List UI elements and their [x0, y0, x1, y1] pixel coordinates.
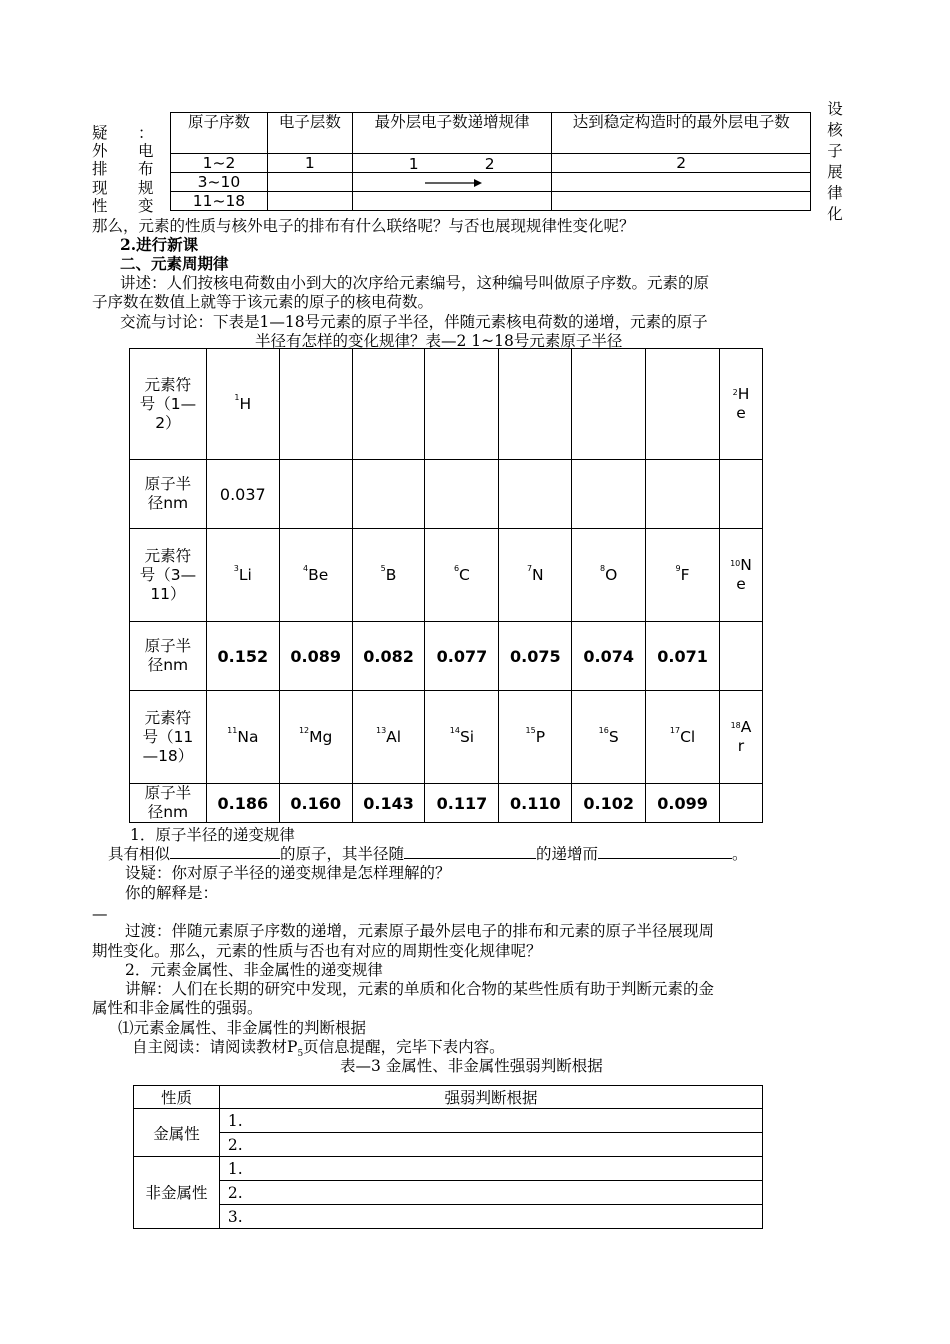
- right-column-text: [826, 99, 844, 225]
- stable-cell: [552, 173, 811, 192]
- atomic-number: 15: [525, 726, 536, 735]
- subsection-title: ⑴元素金属性、非金属性的判断根据: [118, 1019, 367, 1037]
- table-row: [130, 622, 763, 691]
- atomic-number: 16: [598, 726, 609, 735]
- element-symbol: He: [736, 385, 750, 422]
- atomic-number: 10: [730, 559, 741, 568]
- left-char: 性: [92, 197, 108, 215]
- radius-value-cell: [646, 460, 720, 529]
- radius-value-cell: 0.071: [646, 622, 720, 691]
- left-char: 电: [138, 142, 154, 160]
- table-row: [171, 154, 811, 173]
- element-symbol: Li: [238, 566, 252, 584]
- right-char: 化: [827, 205, 843, 223]
- element-symbol: B: [385, 566, 397, 584]
- text-segment: 。: [732, 845, 748, 863]
- header-electron-layers: 电子层数: [267, 113, 352, 154]
- radius-value-cell: 0.143: [352, 784, 425, 823]
- atomic-number: 17: [669, 726, 681, 735]
- atomic-number: 11: [227, 726, 238, 735]
- atomic-radius-table: [129, 348, 763, 823]
- radius-value-cell: 0.082: [352, 622, 425, 691]
- table-row: [171, 192, 811, 211]
- atomic-number: 8: [600, 564, 606, 573]
- metal-label: 金属性: [134, 1109, 220, 1157]
- left-char: 疑: [92, 124, 108, 142]
- element-symbol-cell: [206, 529, 279, 622]
- table-caption: 半径有怎样的变化规律？表—2 1~18号元素原子半径: [255, 332, 623, 350]
- element-symbol-cell: [425, 529, 499, 622]
- range-cell: 11~18: [171, 192, 268, 211]
- element-symbol-cell: [352, 529, 425, 622]
- metal-judgement-table: [133, 1085, 763, 1229]
- layers-cell: 1: [267, 154, 352, 173]
- radius-value-cell: [719, 622, 762, 691]
- element-symbol: H: [239, 395, 252, 413]
- layers-cell: [267, 173, 352, 192]
- element-symbol-cell: [719, 349, 762, 460]
- criteria-cell[interactable]: 1.: [219, 1109, 762, 1133]
- criteria-cell[interactable]: 2.: [219, 1133, 762, 1157]
- section-title: 2．元素金属性、非金属性的递变规律: [125, 961, 383, 979]
- row-label: 原子半径nm: [130, 784, 207, 823]
- radius-value-cell: 0.152: [206, 622, 279, 691]
- atomic-number: 18: [730, 721, 741, 730]
- element-symbol: Ne: [736, 556, 752, 593]
- criteria-cell[interactable]: 2.: [219, 1181, 762, 1205]
- text-segment: 的原子，其半径随: [280, 845, 405, 863]
- right-char: 律: [827, 184, 843, 202]
- radius-value-cell: [719, 784, 762, 823]
- paragraph: 过渡：伴随元素原子序数的递增，元素原子最外层电子的排布和元素的原子半径展现周: [125, 922, 715, 940]
- table-caption: 表—3 金属性、非金属性强弱判断根据: [340, 1057, 603, 1075]
- radius-value-cell: [279, 460, 352, 529]
- element-symbol-cell: [572, 349, 646, 460]
- header-atomic-number: 原子序数: [171, 113, 268, 154]
- table-row: [134, 1157, 763, 1181]
- header-outer-electron-rule: 最外层电子数递增规律: [352, 113, 552, 154]
- radius-value-cell: 0.077: [425, 622, 499, 691]
- range-cell: 3~10: [171, 173, 268, 192]
- blank-field-1[interactable]: [170, 844, 280, 859]
- paragraph: 子序数在数值上就等于该元素的原子的核电荷数。: [92, 293, 434, 311]
- radius-value-cell: 0.110: [499, 784, 572, 823]
- atomic-number: 4: [303, 564, 309, 573]
- radius-value-cell: 0.037: [206, 460, 279, 529]
- element-symbol: Be: [308, 566, 329, 584]
- atomic-number: 13: [375, 726, 387, 735]
- element-symbol: C: [459, 566, 470, 584]
- radius-value-cell: 0.074: [572, 622, 646, 691]
- table-row: [130, 460, 763, 529]
- element-symbol-cell: [719, 691, 762, 784]
- atomic-number: 2: [732, 388, 738, 397]
- stable-cell: 2: [552, 154, 811, 173]
- row-label: 原子半径nm: [130, 460, 207, 529]
- header-property: 性质: [134, 1086, 220, 1109]
- element-symbol-cell: [279, 691, 352, 784]
- atomic-number: 5: [380, 564, 386, 573]
- element-symbol: N: [532, 566, 544, 584]
- element-symbol-cell: [719, 529, 762, 622]
- rule-cell: [352, 154, 552, 173]
- row-label: 元素符号（3—11）: [130, 529, 207, 622]
- element-symbol-cell: [646, 349, 720, 460]
- radius-value-cell: 0.160: [279, 784, 352, 823]
- arrow-right-icon: [425, 178, 483, 188]
- table-row: [134, 1205, 763, 1229]
- left-char: ：: [138, 124, 154, 142]
- element-symbol-cell: [499, 529, 572, 622]
- radius-value-cell: 0.117: [425, 784, 499, 823]
- element-symbol: Si: [459, 728, 475, 746]
- row-label: 元素符号（11—18）: [130, 691, 207, 784]
- element-symbol-cell: [279, 349, 352, 460]
- element-symbol-cell: [352, 691, 425, 784]
- section-heading: 2.进行新课: [120, 235, 199, 254]
- atomic-number: 14: [449, 726, 460, 735]
- element-symbol-cell: [646, 529, 720, 622]
- question-text: 设疑：你对原子半径的递变规律是怎样理解的？: [125, 864, 451, 882]
- left-char: 排: [92, 160, 108, 178]
- table-row: [134, 1181, 763, 1205]
- rule-to: 2: [484, 155, 495, 173]
- paragraph: 讲解：人们在长期的研究中发现，元素的单质和化合物的某些性质有助于判断元素的金: [125, 980, 715, 998]
- right-char: 展: [827, 163, 843, 181]
- section-title: 1．原子半径的递变规律: [130, 826, 295, 844]
- blank-field-2[interactable]: [404, 844, 536, 859]
- radius-value-cell: [499, 460, 572, 529]
- left-char: 变: [138, 197, 154, 215]
- element-symbol-cell: [572, 691, 646, 784]
- nonmetal-label: 非金属性: [134, 1157, 220, 1229]
- question-text: 你的解释是：: [125, 884, 219, 902]
- element-symbol: Cl: [680, 728, 696, 746]
- left-char: 现: [92, 179, 108, 197]
- element-symbol-cell: [425, 691, 499, 784]
- element-symbol-cell: [572, 529, 646, 622]
- element-symbol: Al: [386, 728, 402, 746]
- element-symbol-cell: [352, 349, 425, 460]
- atomic-number: 7: [526, 564, 533, 573]
- layers-cell: [267, 192, 352, 211]
- paragraph: 那么，元素的性质与核外电子的排布有什么联络呢？与否也展现规律性变化呢？: [92, 217, 635, 235]
- right-char: 子: [827, 142, 843, 160]
- table-row: [130, 529, 763, 622]
- rule-cell: [352, 173, 552, 192]
- table-row: [130, 691, 763, 784]
- radius-value-cell: 0.089: [279, 622, 352, 691]
- text-segment: 自主阅读：请阅读教材P: [132, 1038, 298, 1056]
- header-criteria: 强弱判断根据: [219, 1086, 762, 1109]
- left-char: 规: [138, 179, 154, 197]
- criteria-cell[interactable]: 1.: [219, 1157, 762, 1181]
- left-char: 布: [138, 160, 154, 178]
- paragraph: 属性和非金属性的强弱。: [92, 999, 263, 1017]
- text-segment: 页信息提醒，完毕下表内容。: [303, 1038, 505, 1056]
- atomic-number: 3: [233, 564, 239, 573]
- radius-value-cell: 0.075: [499, 622, 572, 691]
- electron-table: [170, 112, 811, 211]
- subscript: 5: [297, 1049, 304, 1060]
- paragraph: 讲述：人们按核电荷数由小到大的次序给元素编号，这种编号叫做原子序数。元素的原: [120, 274, 710, 292]
- table-row: [130, 349, 763, 460]
- element-symbol: O: [605, 566, 618, 584]
- atomic-number: 1: [234, 393, 240, 402]
- radius-value-cell: [719, 460, 762, 529]
- header-stable-outer-electrons: 达到稳定构造时的最外层电子数: [552, 113, 811, 154]
- element-symbol-cell: [425, 349, 499, 460]
- table-row: [130, 784, 763, 823]
- right-char: 设: [827, 100, 843, 118]
- radius-value-cell: [572, 460, 646, 529]
- element-symbol: S: [608, 728, 619, 746]
- answer-dash: —: [92, 905, 108, 923]
- text-segment: 的递增而: [536, 845, 599, 863]
- radius-value-cell: 0.099: [646, 784, 720, 823]
- element-symbol: Ar: [737, 718, 752, 755]
- radius-value-cell: [352, 460, 425, 529]
- element-symbol: F: [680, 566, 690, 584]
- paragraph: 交流与讨论：下表是1—18号元素的原子半径，伴随元素核电荷数的递增，元素的原子: [120, 313, 708, 331]
- radius-value-cell: 0.102: [572, 784, 646, 823]
- radius-value-cell: [425, 460, 499, 529]
- element-symbol-cell: [499, 691, 572, 784]
- atomic-number: 12: [298, 726, 310, 735]
- atomic-number: 6: [453, 564, 460, 573]
- atomic-number: 9: [675, 564, 681, 573]
- rule-from: 1: [408, 155, 419, 173]
- paragraph: 期性变化。那么，元素的性质与否也有对应的周期性变化规律呢？: [92, 942, 542, 960]
- blank-field-3[interactable]: [598, 844, 732, 859]
- criteria-cell[interactable]: 3.: [219, 1205, 762, 1229]
- element-symbol: P: [535, 728, 546, 746]
- rule-cell: [352, 192, 552, 211]
- row-label: 元素符号（1—2）: [130, 349, 207, 460]
- table-row: [171, 173, 811, 192]
- stable-cell: [552, 192, 811, 211]
- range-cell: 1~2: [171, 154, 268, 173]
- element-symbol-cell: [279, 529, 352, 622]
- left-char: 外: [92, 142, 108, 160]
- text-segment: 具有相似: [108, 845, 171, 863]
- table-row: [134, 1133, 763, 1157]
- element-symbol-cell: [206, 349, 279, 460]
- element-symbol-cell: [499, 349, 572, 460]
- element-symbol-cell: [646, 691, 720, 784]
- row-label: 原子半径nm: [130, 622, 207, 691]
- element-symbol-cell: [206, 691, 279, 784]
- section-heading: 二、元素周期律: [120, 254, 229, 273]
- right-char: 核: [827, 121, 843, 139]
- element-symbol: Na: [237, 728, 259, 746]
- element-symbol: Mg: [309, 728, 333, 746]
- radius-value-cell: 0.186: [206, 784, 279, 823]
- table-row: [134, 1109, 763, 1133]
